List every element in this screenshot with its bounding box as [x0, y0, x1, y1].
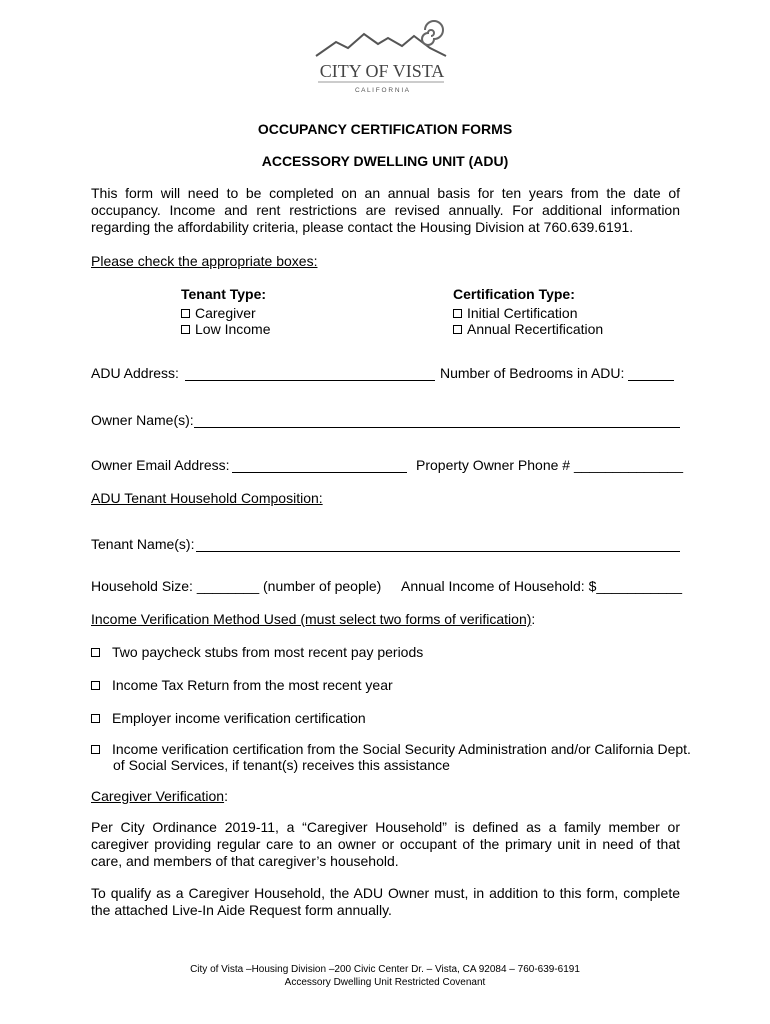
- owner-names-field[interactable]: [194, 427, 680, 428]
- footer-address: City of Vista –Housing Division –200 Civic Center Dr. – Vista, CA 92084 – 760-639-6191: [190, 964, 580, 975]
- owner-names-label: Owner Name(s):: [91, 412, 194, 428]
- bedrooms-label: Number of Bedrooms in ADU:: [440, 365, 625, 381]
- cert-type-initial[interactable]: Initial Certification: [453, 305, 578, 322]
- adu-address-label: ADU Address:: [91, 365, 179, 381]
- owner-phone-label: Property Owner Phone # ______________: [416, 457, 683, 473]
- verification-option-paycheck[interactable]: Two paycheck stubs from most recent pay periods: [91, 644, 423, 661]
- verification-heading: Income Verification Method Used (must select two forms of verification):: [91, 611, 536, 627]
- annual-income-label: Annual Income of Household: $___________: [401, 578, 682, 594]
- intro-paragraph: This form will need to be completed on an annual basis for ten years from the date of occupancy. Income and rent restrictions are revised annually. For additional information regarding the affordability criteria, please contact the Housing Division at 760.639.6191.: [91, 185, 680, 235]
- checkbox-icon[interactable]: [91, 714, 100, 723]
- checkbox-icon[interactable]: [181, 325, 190, 334]
- checkbox-icon[interactable]: [91, 681, 100, 690]
- verification-option-ssa[interactable]: Income verification certification from the Social Security Administration and/or California Dept.: [91, 741, 691, 758]
- verification-option-ssa-cont: of Social Services, if tenant(s) receives this assistance: [113, 757, 450, 773]
- cert-type-heading: Certification Type:: [453, 286, 575, 302]
- city-of-vista-logo: [314, 18, 454, 98]
- verification-option-tax-return[interactable]: Income Tax Return from the most recent year: [91, 677, 393, 694]
- caregiver-heading: Caregiver Verification:: [91, 788, 228, 804]
- verification-option-employer[interactable]: Employer income verification certification: [91, 710, 366, 727]
- checkbox-icon[interactable]: [91, 648, 100, 657]
- checkbox-icon[interactable]: [453, 325, 462, 334]
- checkbox-icon[interactable]: [453, 309, 462, 318]
- footer-covenant: Accessory Dwelling Unit Restricted Covenant: [284, 977, 486, 988]
- mountain-logo-icon: [314, 18, 454, 98]
- caregiver-qualification: To qualify as a Caregiver Household, the ADU Owner must, in addition to this form, complete the attached Live-In Aide Request form annually.: [91, 885, 680, 918]
- tenant-names-label: Tenant Name(s):: [91, 536, 195, 552]
- checkbox-icon[interactable]: [181, 309, 190, 318]
- cert-type-annual[interactable]: Annual Recertification: [453, 321, 603, 338]
- household-heading: ADU Tenant Household Composition:: [91, 490, 323, 506]
- tenant-type-caregiver[interactable]: Caregiver: [181, 305, 256, 322]
- bedrooms-field[interactable]: [628, 380, 674, 381]
- tenant-names-field[interactable]: [196, 551, 680, 552]
- adu-address-field[interactable]: [185, 380, 435, 381]
- owner-email-field[interactable]: [232, 472, 407, 473]
- tenant-type-low-income[interactable]: Low Income: [181, 321, 270, 338]
- form-title: OCCUPANCY CERTIFICATION FORMS: [257, 121, 513, 137]
- tenant-type-heading: Tenant Type:: [181, 286, 267, 302]
- checkbox-icon[interactable]: [91, 745, 100, 754]
- logo-state: C A L I F O R N I A: [355, 87, 409, 94]
- owner-email-label: Owner Email Address:: [91, 457, 230, 473]
- check-prompt: Please check the appropriate boxes:: [91, 253, 318, 269]
- logo-city-name: CITY OF VISTA: [319, 61, 445, 81]
- form-subtitle: ACCESSORY DWELLING UNIT (ADU): [261, 153, 509, 169]
- caregiver-definition: Per City Ordinance 2019-11, a “Caregiver Household” is defined as a family member or caregiver providing regular care to an owner or occupant of the primary unit in need of that care, and members of that caregiver’s household.: [91, 819, 680, 869]
- household-size-label: Household Size: ________ (number of people): [91, 578, 382, 594]
